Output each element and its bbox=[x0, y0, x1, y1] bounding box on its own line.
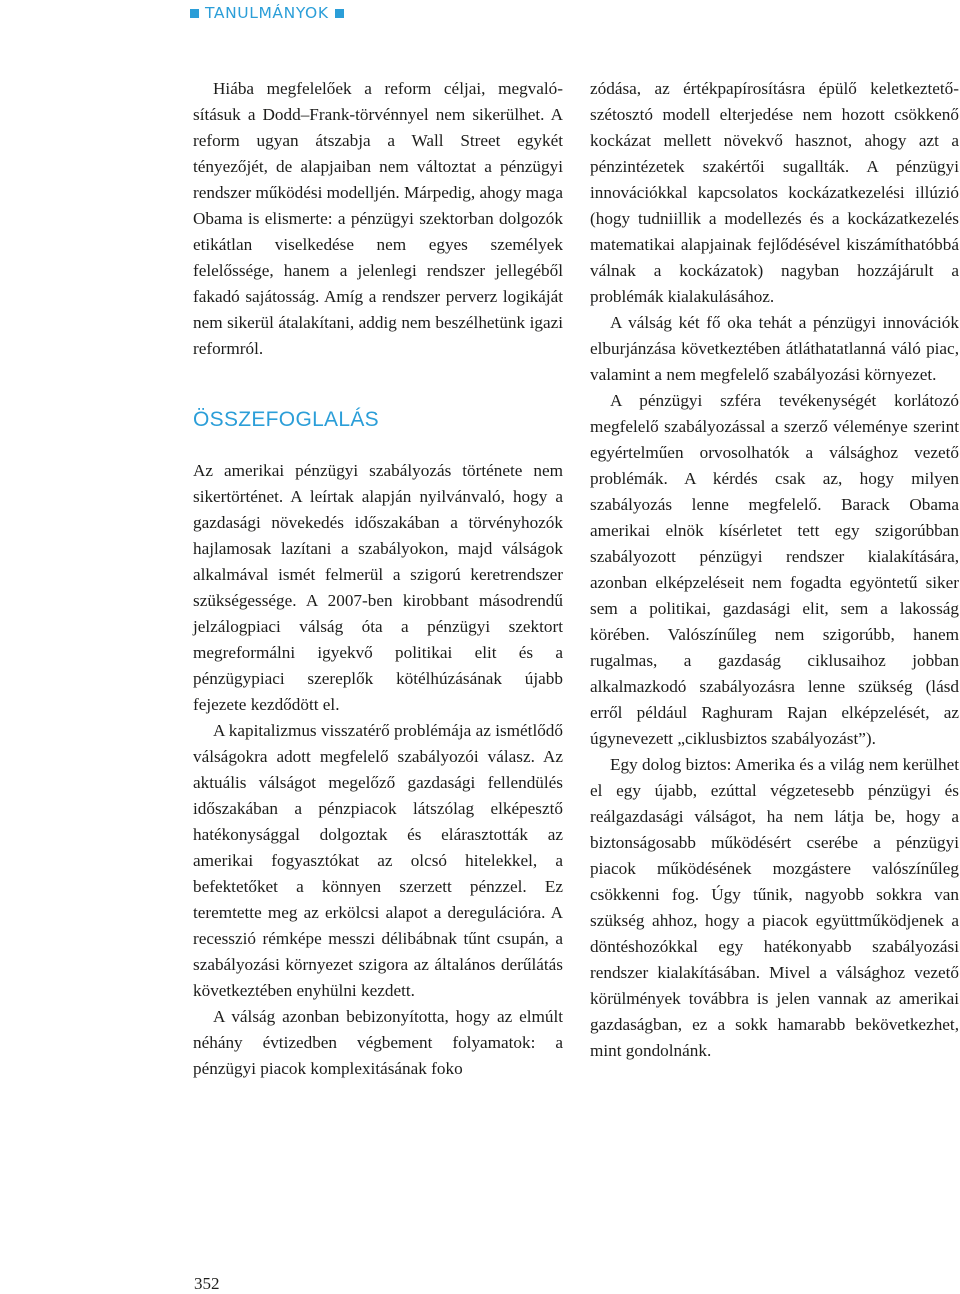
square-bullet-icon bbox=[335, 9, 344, 18]
paragraph: A válság azonban bebizonyította, hogy az elmúlt néhány évtizedben végbement folyamatok: a pénzügyi piacok komplexitásának foko bbox=[193, 1007, 563, 1078]
paragraph: Az amerikai pénzügyi szabályozás története nem sikertörténet. A leírtak alapján nyilvánvaló, hogy a gazdasági növekedés időszakában a törvényhozók hajlamosak lazítani a szabályokon, majd válságok alkalmával ismét felmerül a szigorú keretrendszer szükségessége. A 2007-ben kirobbant másodrendű jelzálogpiaci válság óta a pénzügyi szektort megreformálni igyekvő politikai elit és a pénzügypiaci szereplők kötélhúzásának újabb fejezete kezdődött el. bbox=[193, 461, 563, 714]
paragraph: Egy dolog biztos: Amerika és a világ nem kerülhet el egy újabb, ezúttal végzetesebb pénzügyi és reálgazdasági válságot, ha nem látja be, hogy a biztonságosabb működésért cserébe a pénzügyi piacok működésének mozgástere valószínűleg csökkenni fog. Úgy tűnik, nagyobb sokkra van szükség ahhoz, hogy a piacok együttműködjenek a döntéshozókkal egy hatékonyabb szabályozási rendszer kialakításában. Mivel a válsághoz vezető körülmények továbbra is jelen vannak az amerikai gazdaságban, ez a sokk hamarabb bekövetkezhet, mint gondolnánk. bbox=[590, 755, 959, 1060]
section-heading: ÖSSZEFOGLALÁS bbox=[193, 408, 379, 431]
section-header bbox=[190, 4, 344, 22]
paragraph: Hiába megfelelőek a reform céljai, megvalósításuk a Dodd–Frank-törvénnyel nem sikerülhet. A reform ugyan átszabja a Wall Street egykét tényezőjét, de alapjaiban nem változtat a pénzügyi rendszer működési modelljén. Márpedig, ahogy maga Obama is elismerte: a pénzügyi szektorban dolgozók etikátlan viselkedése nem egyes személyek felelőssége, hanem a jelenlegi rendszer jellegéből fakadó sajátosság. Amíg a rendszer perverz logikáját nem sikerül átalakítani, addig nem beszélhetünk igazi reformról. bbox=[193, 79, 563, 358]
section-label: TANULMÁNYOK bbox=[205, 4, 329, 22]
page-number: 352 bbox=[194, 1274, 220, 1293]
paragraph: A válság két fő oka tehát a pénzügyi innovációk elburjánzása következtében átláthatatlanná váló piac, valamint a nem megfelelő szabályozási környezet. bbox=[590, 313, 959, 384]
left-column bbox=[193, 76, 563, 1082]
square-bullet-icon bbox=[190, 9, 199, 18]
paragraph: A pénzügyi szféra tevékenységét korlátozó megfelelő szabályozással a szerző véleménye szerint egyértelműen orvosolhatók a válsághoz vezető problémák. A kérdés csak az, hogy milyen szabályozás lenne megfelelő. Barack Obama amerikai elnök kísérletet tett egy szigorúbban szabályozott pénzügyi rendszer kialakítására, azonban elképzeléseit nem fogadta egyöntetű siker sem a politikai, gazdasági elit, sem a lakosság körében. Valószínűleg nem szigorúbb, hanem rugalmas, a gazdaság ciklusaihoz jobban alkalmazkodó szabályozásra lenne szükség (lásd erről például Raghuram Rajan elképzelését, az úgynevezett „ciklusbiztos szabályozást”). bbox=[590, 391, 959, 748]
paragraph: A kapitalizmus visszatérő problémája az ismétlődő válságokra adott megfelelő szabályozói válasz. Az aktuális válságot megelőző gazdasági fellendülés időszakában a pénzpiacok látszólag elképesztő hatékonysággal dolgoztak és elárasztották az amerikai fogyasztókat az olcsó hitelekkel, a befektetőket a könnyen szerzett pénzzel. Ez teremtette meg az erkölcsi alapot a deregulációra. A recesszió rémképe messzi délibábnak tűnt csupán, a szabályozási környezet szigora az általános derűlátás következtében enyhülni kezdett. bbox=[193, 721, 563, 1000]
paragraph: zódása, az értékpapírosításra épülő keletkeztető-szétosztó modell elterjedése nem hozott csökkenő kockázat mellett növekvő hasznot, ahogy azt a pénzintézetek szakértői sugallták. A pénzügyi innovációkkal kapcsolatos kockázatkezelési illúzió (hogy tudniillik a modellezés és a kockázatkezelés matematikai alapjainak fejlődésével kiszámíthatóbbá válnak a kockázatok) nagyban hozzájárult a problémák kialakulásához. bbox=[590, 79, 959, 306]
right-column bbox=[590, 76, 959, 1064]
